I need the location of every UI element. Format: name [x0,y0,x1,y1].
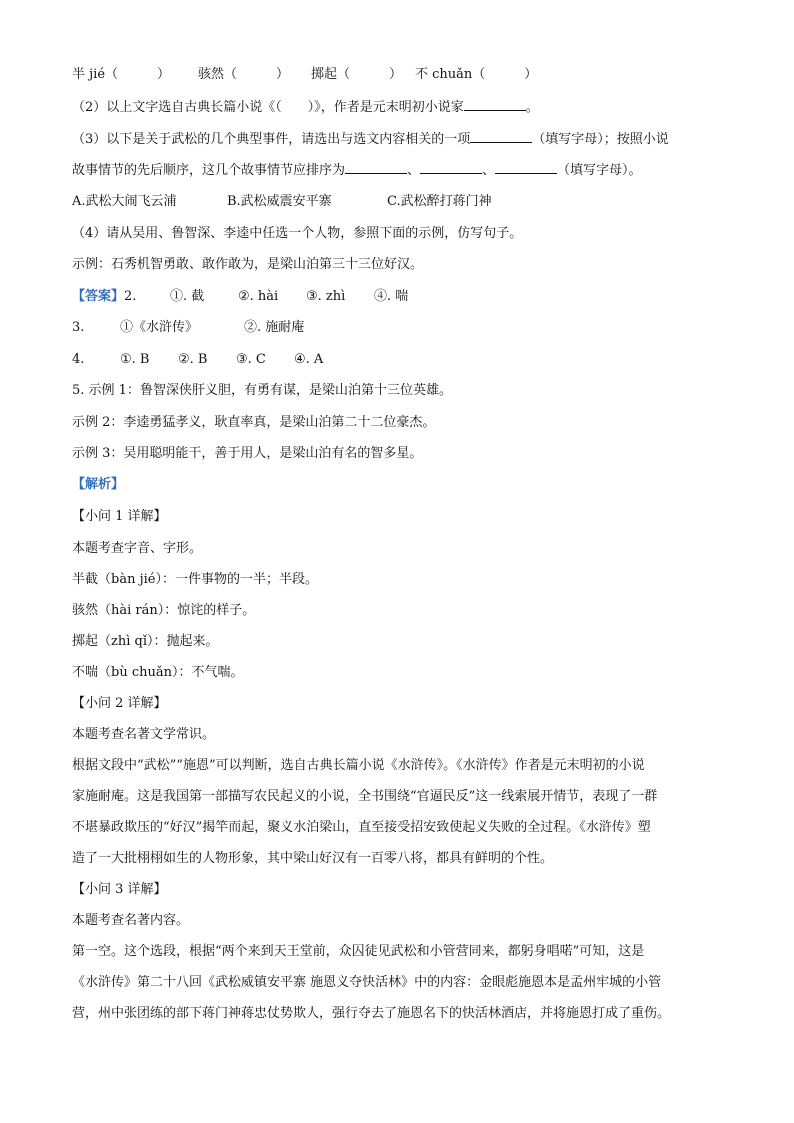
answer-item: ②. 施耐庵 [244,320,305,335]
answer-tag: 【答案】 [72,289,125,304]
sub-question-2-heading: 【小问 2 详解】 [72,696,167,711]
blank [495,161,557,174]
answer-line-4 [72,351,722,369]
answer-item: ③. zhì [306,289,346,304]
sub-question-1-intro: 本题考查字音、字形。 [72,541,203,556]
options-line [72,193,722,211]
answer-item: ④. 喘 [374,289,409,304]
answer-line-5a: 5. 示例 1：鲁智深侠肝义胆，有勇有谋，是梁山泊第十三位英雄。 [72,383,452,398]
sub-question-1-item: 不喘（bù chuǎn）：不气喘。 [72,665,244,680]
sub-question-1-item: 半截（bàn jié）：一件事物的一半；半段。 [72,572,318,587]
answer-number: 2. [124,289,137,304]
question-3-line-1 [72,130,722,149]
answer-item: ②. B [178,352,208,367]
sub-question-3-para: 第一空。这个选段，根据“两个来到天王堂前，众囚徒见武松和小管营同来，都躬身唱喏”可知，这是 [72,944,645,959]
pinyin-item-1: 半 jié（ ） [72,67,171,82]
sub-question-3-para: 《水浒传》第二十八回《武松威镇安平寨 施恩义夺快活林》中的内容：金眼彪施恩本是孟州牢城的小管 [72,975,662,990]
answer-item: ①. B [120,352,150,367]
sub-question-3-para: 营，州中张团练的部下蒋门神蒋忠仗势欺人，强行夺去了施恩名下的快活林酒店，并将施恩打成了重伤。 [72,1006,671,1021]
question-2-text-a: （2）以上文字选自古典长篇小说《（ ）》，作者是元末明初小说家 [72,100,464,115]
question-2-line [72,98,722,117]
separator: 、 [407,163,421,178]
option-a: A.武松大闹飞云浦 [72,194,177,209]
answer-item: ①. 截 [170,289,205,304]
answer-item: ①《水浒传》 [120,320,199,335]
answer-number: 4. [72,352,85,367]
blank [345,161,407,174]
answer-line-5b: 示例 2：李逵勇猛孝义，耿直率真，是梁山泊第二十二位豪杰。 [72,415,436,430]
question-3-text-b: （填写字母）；按照小说 [532,132,669,147]
sub-question-2-intro: 本题考查名著文学常识。 [72,727,216,742]
sub-question-2-para: 造了一大批栩栩如生的人物形象，其中梁山好汉有一百零八将，都具有鲜明的个性。 [72,851,554,866]
analysis-tag: 【解析】 [72,477,125,492]
sub-question-1-item: 骇然（hài rán）：惊诧的样子。 [72,603,256,618]
question-2-text-b: 。 [525,100,539,115]
sub-question-1-heading: 【小问 1 详解】 [72,509,167,524]
question-3-text-c: 故事情节的先后顺序，这几个故事情节应排序为 [72,163,346,178]
question-4-line: （4）请从吴用、鲁智深、李逵中任选一个人物，参照下面的示例，仿写句子。 [72,226,523,241]
blank [470,130,532,143]
answer-item: ③. C [236,352,266,367]
answer-number: 3. [72,320,85,335]
answer-line-5c: 示例 3：吴用聪明能干，善于用人，是梁山泊有名的智多星。 [72,446,423,461]
question-3-text-d: （填写字母）。 [557,163,642,178]
question-3-text-a: （3）以下是关于武松的几个典型事件，请选出与选文内容相关的一项 [72,132,471,147]
option-c: C.武松醉打蒋门神 [387,194,492,209]
answer-line-3 [72,319,722,337]
question-4-example: 示例：石秀机智勇敢、敢作敢为，是梁山泊第三十三位好汉。 [72,257,424,272]
question-3-line-2 [72,161,722,180]
sub-question-2-para: 不堪暴政欺压的“好汉”揭竿而起，聚义水泊梁山，直至接受招安致使起义失败的全过程。《水浒传》塑 [72,820,651,835]
sub-question-2-para: 家施耐庵。这是我国第一部描写农民起义的小说，全书围绕“官逼民反”这一线索展开情节，表现了一群 [72,789,658,804]
pinyin-item-4: 不 chuǎn（ ） [415,67,538,82]
option-b: B.武松威震安平寨 [227,194,332,209]
blank [464,98,526,111]
blank [420,161,482,174]
pinyin-item-2: 骇然（ ） [198,67,290,82]
answer-item: ④. A [294,352,324,367]
answer-item: ②. hài [238,289,279,304]
pinyin-question-line [72,66,722,84]
sub-question-3-heading: 【小问 3 详解】 [72,882,167,897]
pinyin-item-3: 掷起（ ） [311,67,403,82]
sub-question-1-item: 掷起（zhì qǐ）：抛起来。 [72,634,219,649]
sub-question-2-para: 根据文段中“武松”“施恩”可以判断，选自古典长篇小说《水浒传》。《水浒传》作者是元末明初的小说 [72,758,645,773]
separator: 、 [482,163,496,178]
answer-line-2 [72,288,722,306]
sub-question-3-intro: 本题考查名著内容。 [72,913,190,928]
